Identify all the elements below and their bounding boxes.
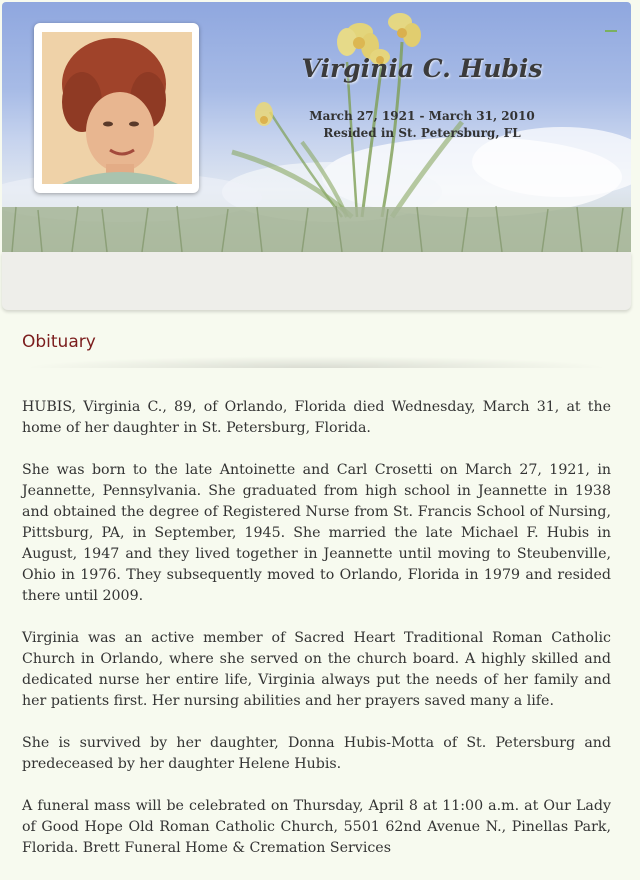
hero-toolbar <box>2 252 631 310</box>
portrait-frame <box>34 23 199 193</box>
obituary-paragraph: She was born to the late Antoinette and Carl Crosetti on March 27, 1921, in Jeannette, Pennsylvania. She graduated from high school in Jeannette in 1938 and obtained the degree of Registered Nurse from St. Francis School of Nursing, Pittsburg, PA, in September, 1945. She married the late Michael F. Hubis in August, 1947 and they lived together in Jeannette until moving to Steubenville, Ohio in 1976. They subsequently moved to Orlando, Florida in 1979 and resided there until 2009. <box>22 462 611 604</box>
portrait-photo <box>42 32 192 184</box>
minimize-icon[interactable] <box>605 30 617 32</box>
hero-banner <box>2 2 631 252</box>
obituary-paragraph: HUBIS, Virginia C., 89, of Orlando, Florida died Wednesday, March 31, at the home of her daughter in St. Petersburg, Florida. <box>22 399 611 436</box>
deceased-name: Virginia C. Hubis <box>301 54 543 83</box>
obituary-paragraph: Virginia was an active member of Sacred Heart Traditional Roman Catholic Church in Orlando, where she served on the church board. A highly skilled and dedicated nurse her entire life, Virginia always put the needs of her family and her patients first. Her nursing abilities and her prayers saved many a life. <box>22 630 611 709</box>
life-dates: March 27, 1921 - March 31, 2010 <box>309 109 535 123</box>
section-divider <box>22 356 610 368</box>
residence: Resided in St. Petersburg, FL <box>323 126 521 140</box>
obituary-paragraph: She is survived by her daughter, Donna Hubis-Motta of St. Petersburg and predeceased by her daughter Helene Hubis. <box>22 735 611 772</box>
obituary-paragraph: A funeral mass will be celebrated on Thursday, April 8 at 11:00 a.m. at Our Lady of Good Hope Old Roman Catholic Church, 5501 62nd Avenue N., Pinellas Park, Florida. Brett Funeral Home & Cremation Services <box>22 798 611 856</box>
obituary-text <box>22 397 611 880</box>
section-title: Obituary <box>22 332 96 352</box>
